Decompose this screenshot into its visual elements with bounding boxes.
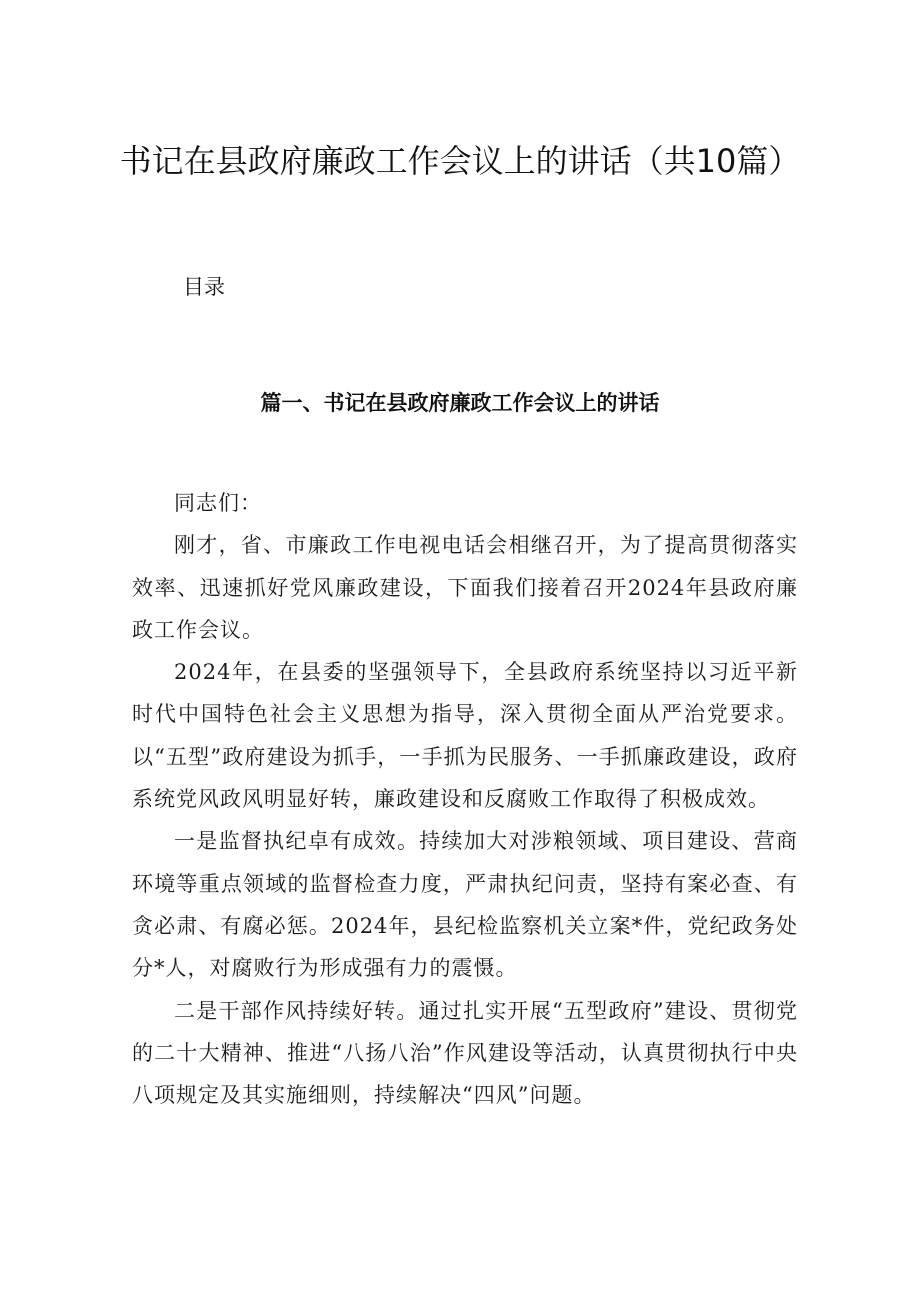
- document-title: 书记在县政府廉政工作会议上的讲话（共10篇）: [119, 142, 801, 180]
- toc-label: 目录: [183, 275, 225, 299]
- paragraph: 2024年，在县委的坚强领导下，全县政府系统坚持以习近平新时代中国特色社会主义思想为指导，深入贯彻全面从严治党要求。以“五型”政府建设为抓手，一手抓为民服务、一手抓廉政建设，政府系统党风政风明显好转，廉政建设和反腐败工作取得了积极成效。: [132, 660, 798, 812]
- paragraph: 一是监督执纪卓有成效。持续加大对涉粮领域、项目建设、营商环境等重点领域的监督检查力度，严肃执纪问责，坚持有案必查、有贪必肃、有腐必惩。2024年，县纪检监察机关立案*件，党纪政务处分*人，对腐败行为形成强有力的震慑。: [132, 829, 798, 981]
- paragraph-greeting: 同志们：: [174, 491, 262, 515]
- section-heading: 篇一、书记在县政府廉政工作会议上的讲话: [260, 391, 660, 415]
- paragraph: 二是干部作风持续好转。通过扎实开展“五型政府”建设、贯彻党的二十大精神、推进“八扬八治”作风建设等活动，认真贯彻执行中央八项规定及其实施细则，持续解决“四风”问题。: [132, 998, 798, 1108]
- document-body: [132, 482, 798, 1116]
- paragraph: 刚才，省、市廉政工作电视电话会相继召开，为了提高贯彻落实效率、迅速抓好党风廉政建设，下面我们接着召开2024年县政府廉政工作会议。: [132, 533, 798, 642]
